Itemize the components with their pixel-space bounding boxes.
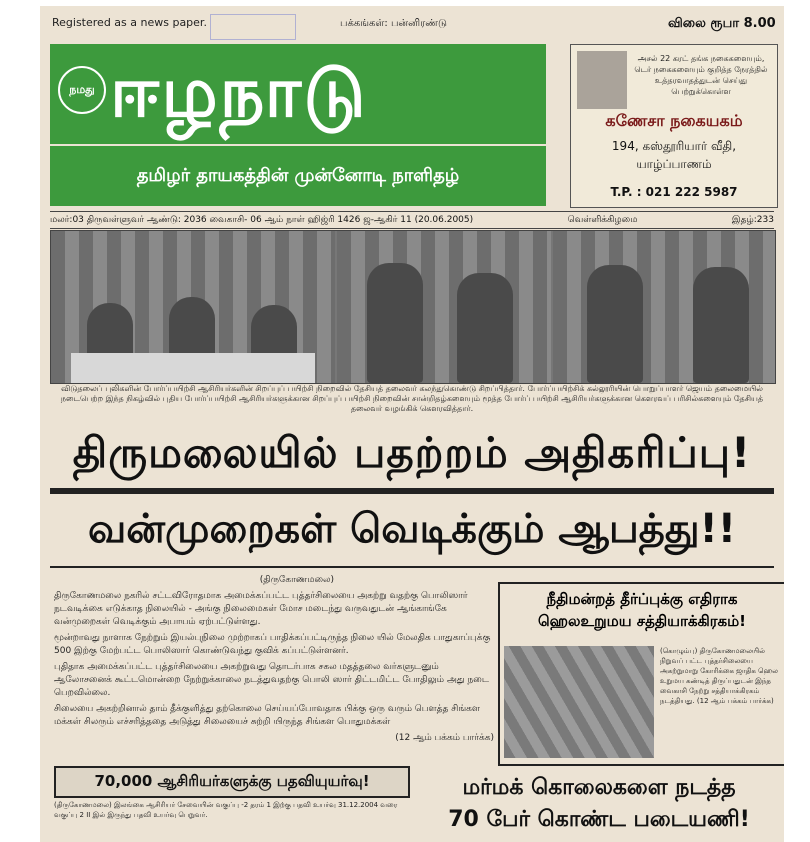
masthead	[50, 44, 546, 144]
protest-photo	[504, 646, 654, 758]
price: விலை ரூபா 8.00	[668, 16, 776, 31]
masthead-badge: நமது	[58, 66, 106, 114]
story-dateline: (திருகோணமலை)	[259, 575, 334, 585]
photo-caption: விடுதலைப் புலிகளின் போர்ப்பயிற்சி ஆசிரியர்களின் சிறப்புப் பயிற்சி நிறைவில் தேசியத் தலைவர் கலந்துகொண்டு சிறப்பித்தார். போர்ப்பயிற்சிக் கல்லூரியின் பொறுப்பாளர் ஜெயம் தலைமையில் நடைபெற்ற இந்த நிகழ்வில் புதிய போர்ப்பயிற்சி ஆசிரியர்களுக்கான சிறப்புப் பயிற்சி நிறைவின் சான்றிதழ்களையும் மூத்த போர்ப் பயிற்சி ஆசிரியர்களுக்கான கௌரவப் பரிசில்களையும் தேசியத் தலைவர் வழங்கிக் கௌரவித்தார்.	[60, 384, 764, 413]
bottom-headline	[416, 772, 782, 836]
dateline-bar	[50, 211, 774, 229]
photo-strip	[50, 230, 776, 384]
teachers-story: (திருகோணமலை) இலங்கை ஆசிரியர் சேவையின் வகுப்பு -2 தரம் 1 இற்கு பதவி உயர்வு 31.12.2004 வரை வகுப்பு 2 II இல் இருந்து பதவி உயர்வு பெறுவர்.	[54, 801, 398, 819]
story-paragraph: புதிதாக அமைக்கப்பட்ட புத்தர்சிலையை அகற்றுவது தொடர்பாக சகல மதத்தலை வர்களுடனும் ஆலோசனைக் கூட்டமொன்றை நேற்றுக்காலை நடத்துவதற்கு பொலி ஸார் திட்டமிட்ட போதிலும் அது நடை பெறவில்லை.	[54, 662, 489, 698]
lead-story	[54, 574, 494, 748]
bottom-headline-line2: 70 பேர் கொண்ட படையணி!	[448, 807, 750, 832]
advert-phone: T.P. : 021 222 5987	[610, 185, 738, 199]
story-paragraph: மூன்றாவது நாளாக நேற்றும் இயல்புநிலை முற்றாகப் பாதிக்கப்பட்டிருந்த நிலை யில் மேலதிக பாதுகாப்புக்கு 500 இற்கு மேற்பட்ட பொலிஸார் கொண்டுவந்து குவிக் கப்பட்டுள்ளனர்.	[54, 633, 491, 656]
stamp	[210, 14, 296, 40]
photo-panel-2	[337, 231, 551, 383]
registration-note: Registered as a news paper.	[52, 16, 207, 29]
side-story-text: (கொழும்பு) திருகோணமலையில் நிறுவப் பட்ட புத்தர்சிலையை அகற்றுமாறு கோரிக்கை ஜாதிக ஹெல உறுமய கண்டித் திருப்பதுடன் இந்த வைகாசி நேற்று சத்தியாக்கிரகம் நடத்தியது. (12 ஆம் பக்கம் பார்க்க)	[660, 647, 778, 705]
advert-address-line2: யாழ்ப்பாணம்	[636, 157, 712, 171]
advert-address-line1: 194, கஸ்தூரியார் வீதி,	[611, 139, 737, 153]
masthead-tagline: தமிழர் தாயகத்தின் முன்னோடி நாளிதழ்	[50, 146, 546, 206]
dateline-day: வெள்ளிக்கிழமை	[567, 214, 638, 225]
masthead-title: ஈழநாடு	[110, 51, 368, 133]
story-continued: (12 ஆம் பக்கம் பார்க்க)	[395, 733, 494, 743]
section-rule	[50, 566, 774, 568]
advert-photo	[577, 51, 627, 109]
page-count: பக்கங்கள்: பன்னிரண்டு	[340, 18, 447, 29]
dateline-dates: மலர்:03 திருவள்ளுவர் ஆண்டு: 2036 வைகாசி- 06 ஆம் நாள் ஹிஜ்ரி 1426 ஜ-ஆகிர் 11 (20.06.2005)	[50, 214, 474, 225]
second-headline: வன்முறைகள் வெடிக்கும் ஆபத்து!!	[87, 506, 736, 552]
main-headline: திருமலையில் பதற்றம் அதிகரிப்பு!	[72, 428, 752, 477]
advert-address	[571, 137, 777, 173]
story-paragraph: திருகோணமலை நகரில் சட்டவிரோதமாக அமைக்கப்பட்ட புத்தர்சிலையை அகற்று வதற்கு பொலிஸார் நடவடிக்கை எடுக்காத நிலையில் - அங்கு நிலைமைகள் மோச மடைந்து வருவதுடன் ஆங்காங்கே வன்முறைகள் வெடிக்கும் அபாயம் ஏற்பட்டுள்ளது.	[54, 591, 468, 627]
bottom-headline-line1: மர்மக் கொலைகளை நடத்த	[462, 775, 736, 800]
jewellery-advert	[570, 44, 778, 208]
newspaper-page	[40, 6, 784, 842]
photo-panel-3	[553, 231, 775, 383]
dateline-issue: இதழ்:233	[731, 214, 774, 225]
photo-panel-1	[51, 231, 335, 383]
story-paragraph: சிலையை அகற்றினால் தாம் தீக்குளித்து தற்கொலை செய்யப்போவதாக பிக்கு ஒரு வரும் பௌத்த சிங்கள மக்கள் சிலரும் எச்சரித்ததை அடுத்து சிலையைச் சுற்றி யிருந்த சிங்கள பொதுமக்கள்	[54, 704, 481, 727]
advert-text: அசல் 22 கரட் தங்க நகைகளையும், டெர் நகைகளையும் குறித்த நேரத்தில் உத்தரவாதத்துடன் செய்து பெற்றுக்கொள்ள	[634, 54, 768, 96]
teachers-headline: 70,000 ஆசிரியர்களுக்கு பதவியுயர்வு!	[54, 766, 410, 798]
side-story-headline-1: நீதிமன்றத் தீர்ப்புக்கு எதிராக	[546, 590, 738, 608]
headline-rule	[50, 488, 774, 494]
side-story-box	[498, 582, 784, 766]
side-story-headline-2: ஹெலஉறுமய சத்தியாக்கிரகம்!	[537, 612, 746, 630]
advert-shop-name: கணேசா நகையகம்	[605, 111, 743, 130]
